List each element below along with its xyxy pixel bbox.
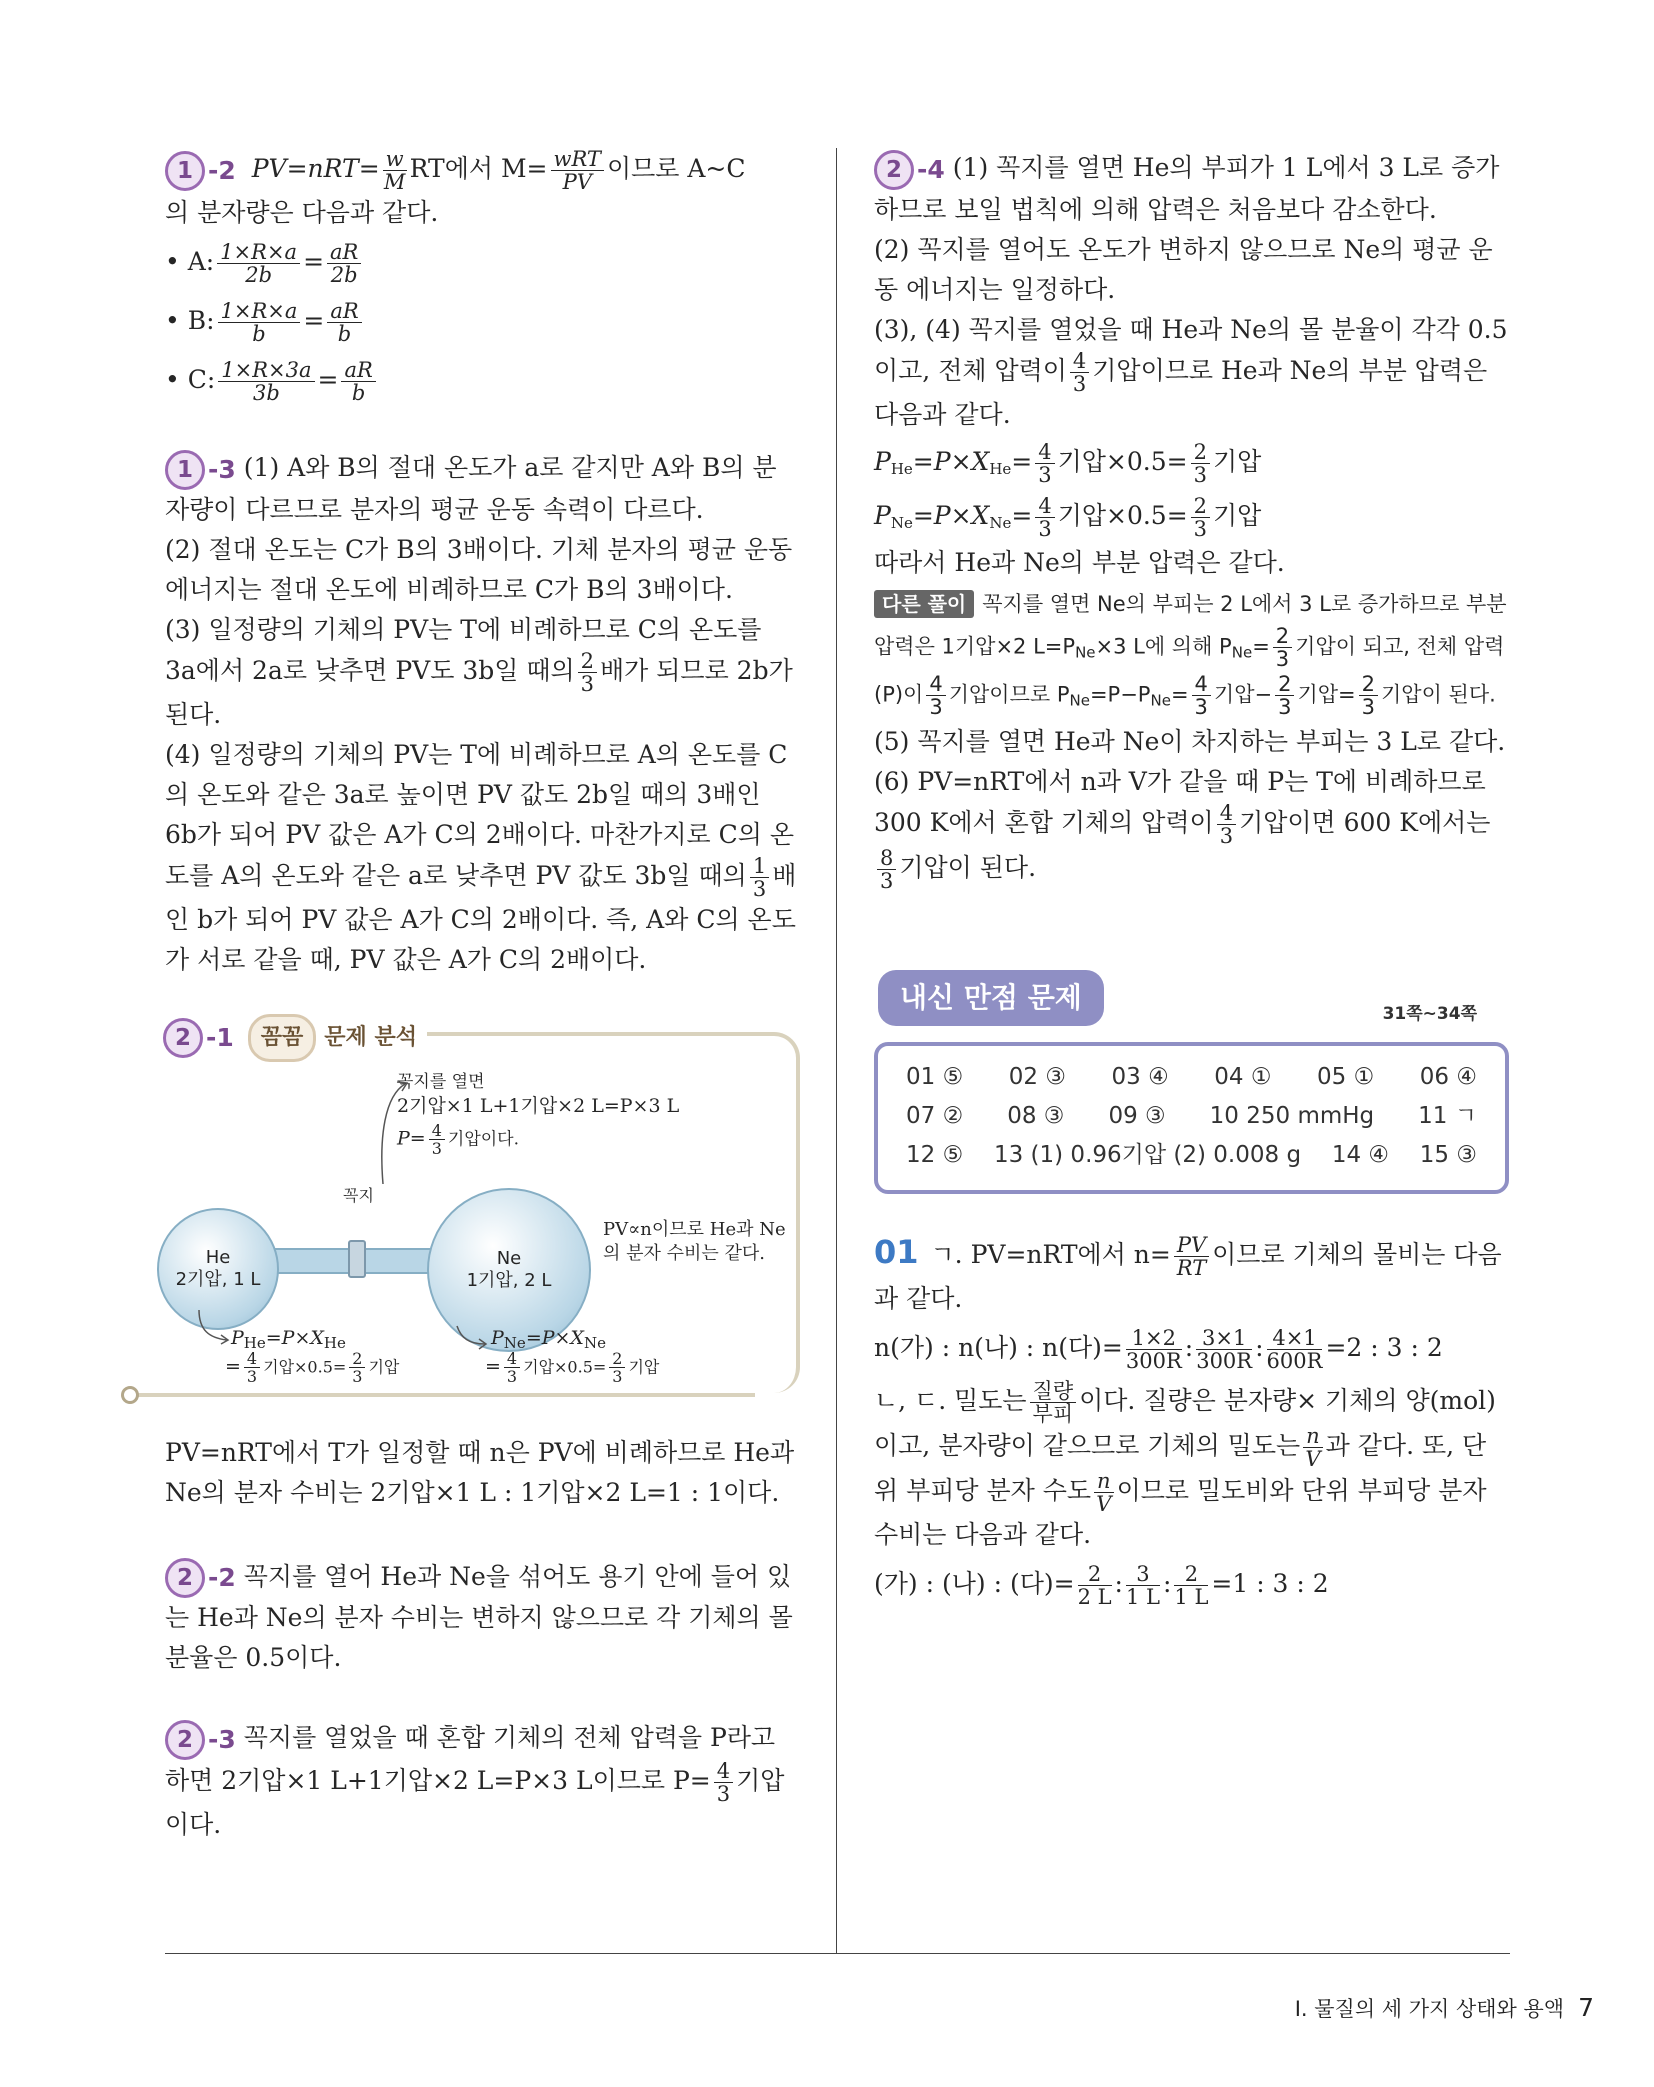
footer-rule xyxy=(165,1953,1510,1954)
answer-box-title: 내신 만점 문제 xyxy=(878,970,1104,1026)
ne-container: Ne 1기압, 2 L xyxy=(427,1188,591,1352)
answer-row: 12 ⑤ 13 (1) 0.96기압 (2) 0.008 g 14 ④ 15 ③ xyxy=(906,1141,1477,1168)
bullet-dot xyxy=(121,1386,139,1404)
alternate-solution: 다른 풀이 꼭지를 열면 Ne의 부피는 2 L에서 3 L로 증가하므로 부분 압력은 1기압×2 $L=P_{Ne}\times 3$ L에 의해 $P_{Ne}=$ $\frac{2}{3}$ 기압이 되고, 전체 압력 (P)이 $\frac{4}{3}$ 기압이므로 $P_{Ne}=P-P_{Ne}=$ $\frac{4}{3}$ 기압− $\frac{2}{3}$ 기압= $\frac{2}{3}$ 기압이 된다. xyxy=(874,591,1507,719)
analysis-diagram: 2 -1 꼼꼼 문제 분석 꼭지를 열면 2기압×1 L+1기압×2 L=P×3 L P= $\frac{4}{3}$ 기압이다. 꼭지 He 2기압, 1 L Ne 1기압, 2 L PV∝n이므로 He과 Ne의 분자 수비는 같다. $P_{He}=P\times X_{He}$ = $\frac{4}{3}$ 기압×0.5= $\frac{2}{3}$ 기압 $P_{Ne}=P\times X_{Ne}$ = $\frac{4}{3}$ 기압×0.5= $\frac{2}{3}$ 기압 xyxy=(165,1032,800,1393)
mass-a: • A: $\frac{1\times R\times a}{2b}$ = $\frac{aR}{2b}$ xyxy=(165,241,800,286)
mass-c: • C: $\frac{1\times R\times 3a}{3b}$ = $\frac{aR}{b}$ xyxy=(165,359,800,404)
solution-2-2: 2 -2 꼭지를 열어 He과 Ne을 섞어도 용기 안에 들어 있는 He과 Ne의 분자 수비는 변하지 않으므로 각 기체의 몰 분율은 0.5이다. xyxy=(165,1557,800,1679)
left-column xyxy=(165,148,800,1873)
page-range: 31쪽~34쪽 xyxy=(1382,1003,1477,1024)
mass-b: • B: $\frac{1\times R\times a}{b}$ = $\frac{aR}{b}$ xyxy=(165,300,800,345)
problem-badge: 2 -3 xyxy=(165,1720,236,1760)
arrow-up-icon xyxy=(375,1076,415,1186)
chapter-title: I. 물질의 세 가지 상태와 용액 xyxy=(1294,1997,1565,2021)
page-number: 7 xyxy=(1578,1993,1594,2022)
answer-row: 01 ⑤ 02 ③ 03 ④ 04 ① 05 ① 06 ④ xyxy=(906,1063,1477,1090)
alt-solution-tag: 다른 풀이 xyxy=(874,590,974,618)
analysis-conclusion: PV=nRT에서 T가 일정할 때 n은 PV에 비례하므로 He과 Ne의 분자 수비는 2기압×1 L : 1기압×2 L=1 : 1이다. xyxy=(165,1437,795,1507)
answer-grid xyxy=(878,1046,1505,1175)
problem-badge: 2 -2 xyxy=(165,1558,236,1598)
column-divider xyxy=(836,148,837,1953)
page-footer xyxy=(1295,1993,1594,2023)
solution-1-3: 1 -3 (1) A와 B의 절대 온도가 a로 같지만 A와 B의 분자량이 다르므로 분자의 평균 운동 속력이 다르다. (2) 절대 온도는 C가 B의 3배이다. 기체 분자의 평균 운동 에너지는 절대 온도에 비례하므로 C가 B의 3배이다. (3) 일정량의 기체의 PV는 T에 비례하므로 C의 온도를 3a에서 2a로 낮추면 PV도 3b일 때의 $\frac{2}{3}$ 배가 되므로 2b가 된다. (4) 일정량의 기체의 PV는 T에 비례하므로 A의 온도를 C의 온도와 같은 3a로 높이면 PV 값도 2b일 때의 3배인 6b가 되어 PV 값은 A가 C의 2배이다. 마찬가지로 C의 온도를 A의 온도와 같은 a로 낮추면 PV 값도 3b일 때의 $\frac{1}{3}$ 배인 b가 되어 PV 값은 A가 C의 2배이다. 즉, A와 C의 온도가 서로 같을 때, PV 값은 A가 C의 2배이다. xyxy=(165,448,800,980)
kkomkkom-tag: 꼼꼼 xyxy=(248,1014,317,1062)
note-text: PV∝n이므로 He과 Ne의 분자 수비는 같다. xyxy=(603,1218,786,1264)
solution-2-4: 2 -4 (1) 꼭지를 열면 He의 부피가 1 L에서 3 L로 증가하므로 보일 법칙에 의해 압력은 처음보다 감소한다. (2) 꼭지를 열어도 온도가 변하지 않으므로 Ne의 평균 운동 에너지는 일정하다. (3), (4) 꼭지를 열었을 때 He과 Ne의 몰 분율이 각각 0.5이고, 전체 압력이 $\frac{4}{3}$ 기압이므로 He과 Ne의 부분 압력은 다음과 같다. $P_{He}=P\times X_{He}=$ $\frac{4}{3}$ 기압×0.5= $\frac{2}{3}$ 기압 $P_{Ne}=P\times X_{Ne}=$ $\frac{4}{3}$ 기압×0.5= $\frac{2}{3}$ 기압 따라서 He과 Ne의 부분 압력은 같다. 다른 풀이 꼭지를 열면 Ne의 부피는 2 L에서 3 L로 증가하므로 부분 압력은 1기압×2 $L=P_{Ne}\times 3$ L에 의해 $P_{Ne}=$ $\frac{2}{3}$ 기압이 되고, 전체 압력 (P)이 $\frac{4}{3}$ 기압이므로 $P_{Ne}=P-P_{Ne}=$ $\frac{4}{3}$ 기압− $\frac{2}{3}$ 기압= $\frac{2}{3}$ 기압이 된다. (5) 꼭지를 열면 He과 Ne이 차지하는 부피는 3 L로 같다. (6) PV=nRT에서 n과 V가 같을 때 P는 T에 비례하므로 300 K에서 혼합 기체의 압력이 $\frac{4}{3}$ 기압이면 600 K에서는 $\frac{8}{3}$ 기압이 된다. xyxy=(874,148,1509,892)
problem-badge: 1 -2 xyxy=(165,151,236,191)
he-container: He 2기압, 1 L xyxy=(157,1208,279,1330)
problem-badge: 2 -4 xyxy=(874,150,945,190)
problem-badge: 2 -1 xyxy=(163,1018,234,1058)
problem-badge: 1 -3 xyxy=(165,450,236,490)
diagram-bottom-border xyxy=(125,1393,755,1397)
arrow-icon xyxy=(195,1306,235,1346)
right-column xyxy=(874,148,1509,1636)
valve-icon xyxy=(348,1240,366,1278)
question-01-solution: 01 ㄱ. PV=nRT에서 n= $\frac{PV}{RT}$ 이므로 기체의 몰비는 다음과 같다. n(가) : n(나) : n(다)= $\frac{1\times 2}{300R}$ : $\frac{3\times 1}{300R}$ : $\frac{4\times 1}{600R}$ =2 : 3 : 2 ㄴ, ㄷ. 밀도는 $\frac{\text{질량}}{\text{부피}}$ 이다. 질량은 분자량× 기체의 양(mol)이고, 분자량이 같으므로 기체의 밀도는 $\frac{n}{V}$ 과 같다. 또, 단위 부피당 분자 수도 $\frac{n}{V}$ 이므로 밀도비와 단위 부피당 분자 수비는 다음과 같다. (가) : (나) : (다)= $\frac{2}{2 L}$ : $\frac{3}{1 L}$ : $\frac{2}{1 L}$ =1 : 3 : 2 xyxy=(874,1232,1502,1609)
solution-1-2: 1 -2 PV=nRT= $\frac{w}{M}$ RT에서 M= $\frac{\text{wRT}}{PV}$ 이므로 A~C 의 분자량은 다음과 같다. • A: $\frac{1\times R\times a}{2b}$ = $\frac{aR}{2b}$ • B: $\frac{1\times R\times a}{b}$ = $\frac{aR}{b}$ • C: $\frac{1\times R\times 3a}{3b}$ = $\frac{aR}{b}$ xyxy=(165,148,800,404)
arrow-icon xyxy=(453,1322,493,1352)
analysis-header: 2 -1 꼼꼼 문제 분석 xyxy=(163,1014,427,1062)
answer-box xyxy=(874,980,1509,1194)
solution-2-3: 2 -3 꼭지를 열었을 때 혼합 기체의 전체 압력을 P라고 하면 2기압×1 L+1기압×2 L=P×3 L이므로 P= $\frac{4}{3}$ 기압이다. xyxy=(165,1718,800,1845)
question-number: 01 xyxy=(874,1232,919,1271)
answer-row: 07 ② 08 ③ 09 ③ 10 250 mmHg 11 ㄱ xyxy=(906,1102,1477,1129)
